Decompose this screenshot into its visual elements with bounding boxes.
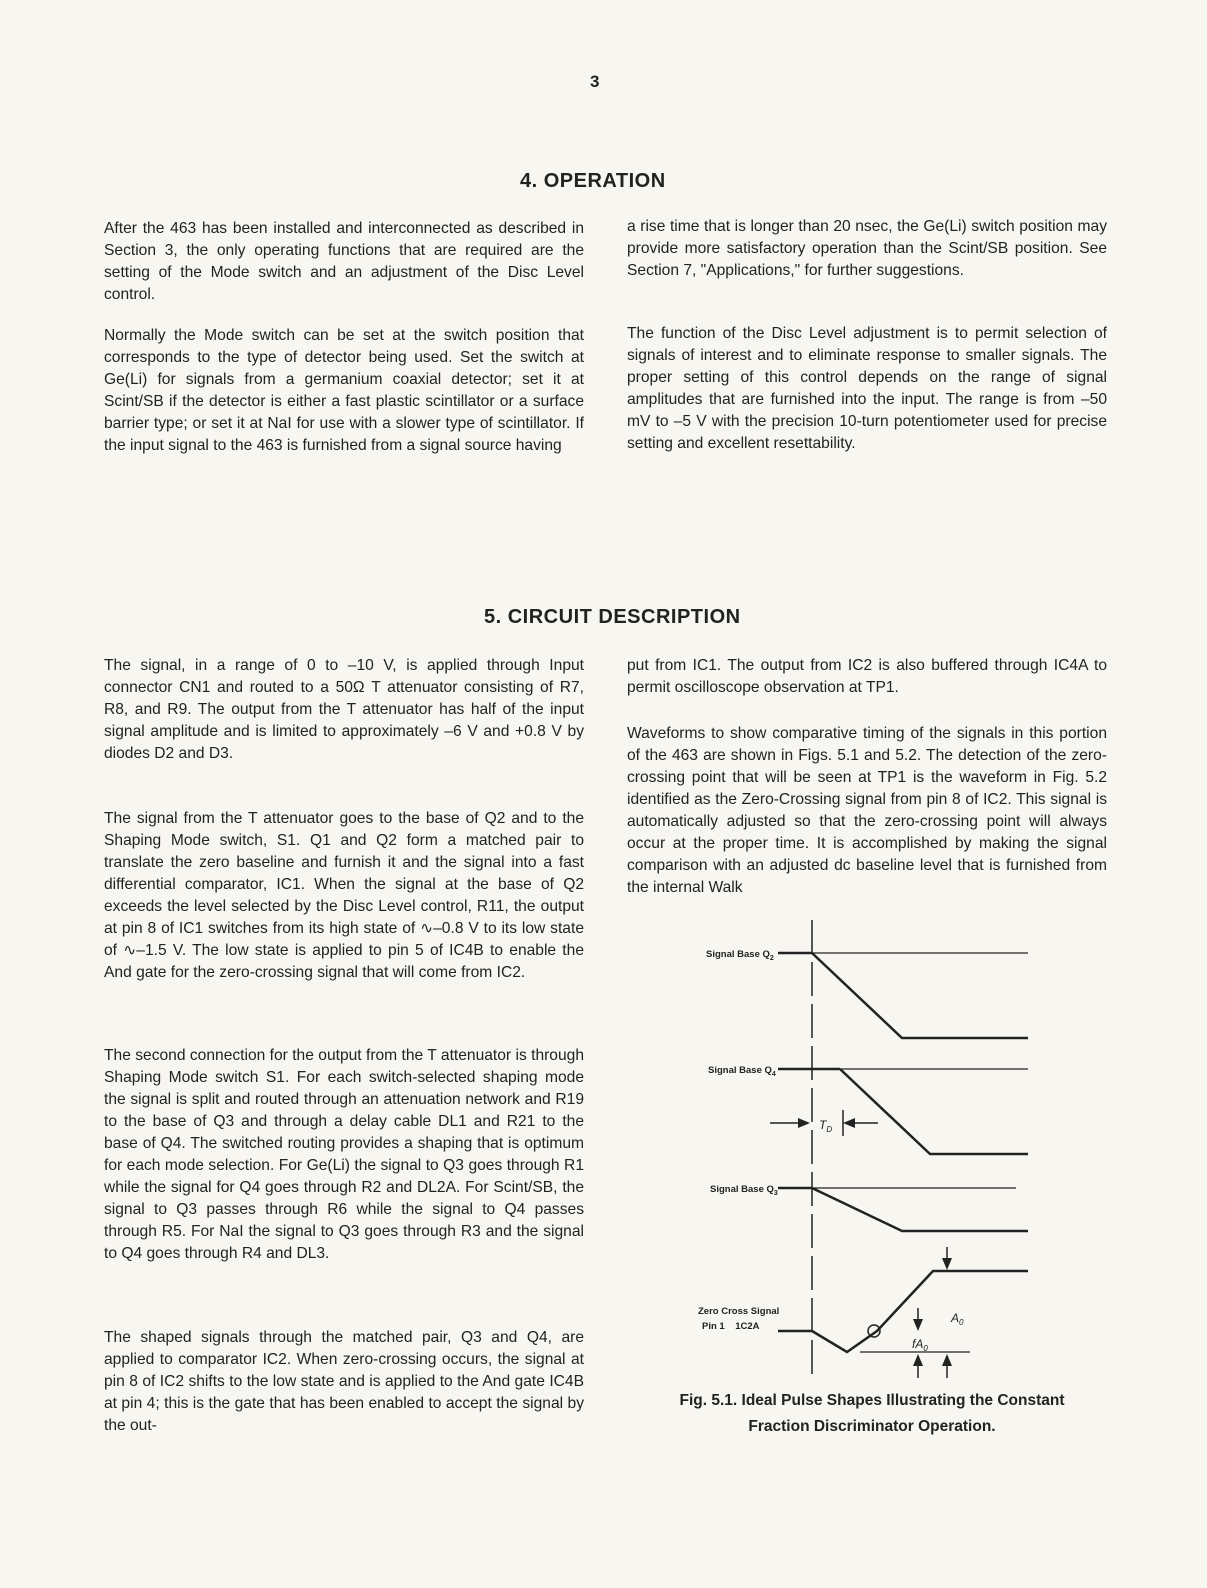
circuit-paragraph: The shaped signals through the matched pair, Q3 and Q4, are applied to comparator IC2. When zero-crossing occurs, the signal at pin 8 of IC2 shifts to the low state and is applied to the And gate IC4B at pin 4; this is the gate that has been enabled to accept the signal by the out- <box>104 1329 584 1434</box>
td-arrowhead-left <box>798 1118 810 1128</box>
a0-label: $A_0$ <box>951 1311 964 1327</box>
q4-waveform <box>840 1069 1028 1154</box>
fa0-arrowhead-left <box>913 1354 923 1366</box>
q3-waveform <box>812 1188 1028 1231</box>
page-number: 3 <box>590 72 600 91</box>
figure-caption-line: Fig. 5.1. Ideal Pulse Shapes Illustrating the Constant <box>679 1392 1065 1409</box>
td-arrowhead-right <box>843 1118 855 1128</box>
pulse-shapes-figure <box>690 920 1050 1380</box>
circuit-paragraph: put from IC1. The output from IC2 is also buffered through IC4A to permit oscilloscope observation at TP1. <box>627 657 1107 696</box>
a0-marker-down-head <box>913 1319 923 1331</box>
operation-paragraph: Normally the Mode switch can be set at the switch position that corresponds to the type of detector being used. Set the switch at Ge(Li) for signals from a germanium coaxial detector; set it at Scint/SB if the detector is either a fast plastic scintillator or a surface barrier type; or set it at NaI for use with a slower type of scintillator. If the input signal to the 463 is furnished from a signal source having <box>104 327 584 454</box>
q2-label: Signal Base $Q_2$ <box>706 949 774 962</box>
circuit-paragraph: The signal from the T attenuator goes to the base of Q2 and to the Shaping Mode switch, S1. Q1 and Q2 form a matched pair to translate the zero baseline and furnish it and the signal into a fast differential comparator, IC1. When the signal at the base of Q2 exceeds the level selected by the Disc Level control, R11, the output at pin 8 of IC1 switches from its high state of ∿–0.8 V to its low state of ∿–1.5 V. The low state is applied to pin 5 of IC4B to enable the And gate for the zero-crossing signal that will come from IC2. <box>104 810 584 981</box>
circuit-paragraph: The signal, in a range of 0 to –10 V, is applied through Input connector CN1 and routed to a 50Ω T attenuator consisting of R7, R8, and R9. The output from the T attenuator has half of the input signal amplitude and is limited to approximately –6 V and +0.8 V by diodes D2 and D3. <box>104 657 584 762</box>
section-heading-circuit-description: 5. CIRCUIT DESCRIPTION <box>484 606 741 628</box>
operation-paragraph: The function of the Disc Level adjustment is to permit selection of signals of interest and to eliminate response to smaller signals. The proper setting of this control depends on the range of signal amplitudes that are furnished into the input. The range is from –50 mV to –5 V with the precision 10-turn potentiometer used for precise setting and excellent resettability. <box>627 325 1107 452</box>
fa0-arrowhead-right <box>942 1354 952 1366</box>
q4-label: Signal Base $Q_4$ <box>708 1065 776 1078</box>
circuit-paragraph: Waveforms to show comparative timing of the signals in this portion of the 463 are shown in Figs. 5.1 and 5.2. The detection of the zero-crossing point that will be seen at TP1 is the waveform in Fig. 5.2 identified as the Zero-Crossing signal from pin 8 of IC2. This signal is automatically adjusted so that the zero-crossing point will always occur at the proper time. It is accomplished by making the signal comparison with an adjusted dc baseline level that is furnished from the internal Walk <box>627 725 1107 896</box>
section-heading-operation: 4. OPERATION <box>520 170 666 192</box>
q3-label: Signal Base $Q_3$ <box>710 1184 778 1197</box>
zero-cross-label: Zero Cross Signal <box>698 1306 780 1317</box>
figure-caption-line: Fraction Discriminator Operation. <box>748 1418 996 1435</box>
zero-cross-pin-label: Pin 1 1C2A <box>702 1321 760 1332</box>
circuit-paragraph: The second connection for the output from the T attenuator is through Shaping Mode switch S1. For each switch-selected shaping mode the signal is split and routed through an attenuation network and R19 to the base of Q3 and through a delay cable DL1 and R21 to the base of Q4. The switched routing provides a shaping that is optimum for each mode selection. For Ge(Li) the signal to Q3 goes through R1 while the signal for Q4 goes through R2 and DL2A. For Scint/SB, the signal to Q3 passes through R6 while the signal to Q4 passes through R5. For NaI the signal to Q3 goes through R3 and the signal to Q4 goes through R4 and DL3. <box>104 1047 584 1262</box>
operation-paragraph: a rise time that is longer than 20 nsec, the Ge(Li) switch position may provide more satisfactory operation than the Scint/SB position. See Section 7, "Applications," for further suggestions. <box>627 218 1107 279</box>
figure-caption <box>648 1388 1096 1440</box>
q2-waveform <box>812 953 1028 1038</box>
a0-top-arrowhead <box>942 1258 952 1270</box>
fa0-label: $fA_0$ <box>912 1337 928 1353</box>
td-label: $T_D$ <box>819 1118 833 1134</box>
operation-paragraph: After the 463 has been installed and interconnected as described in Section 3, the only operating functions that are required are the setting of the Mode switch and an adjustment of the Disc Level control. <box>104 220 584 303</box>
